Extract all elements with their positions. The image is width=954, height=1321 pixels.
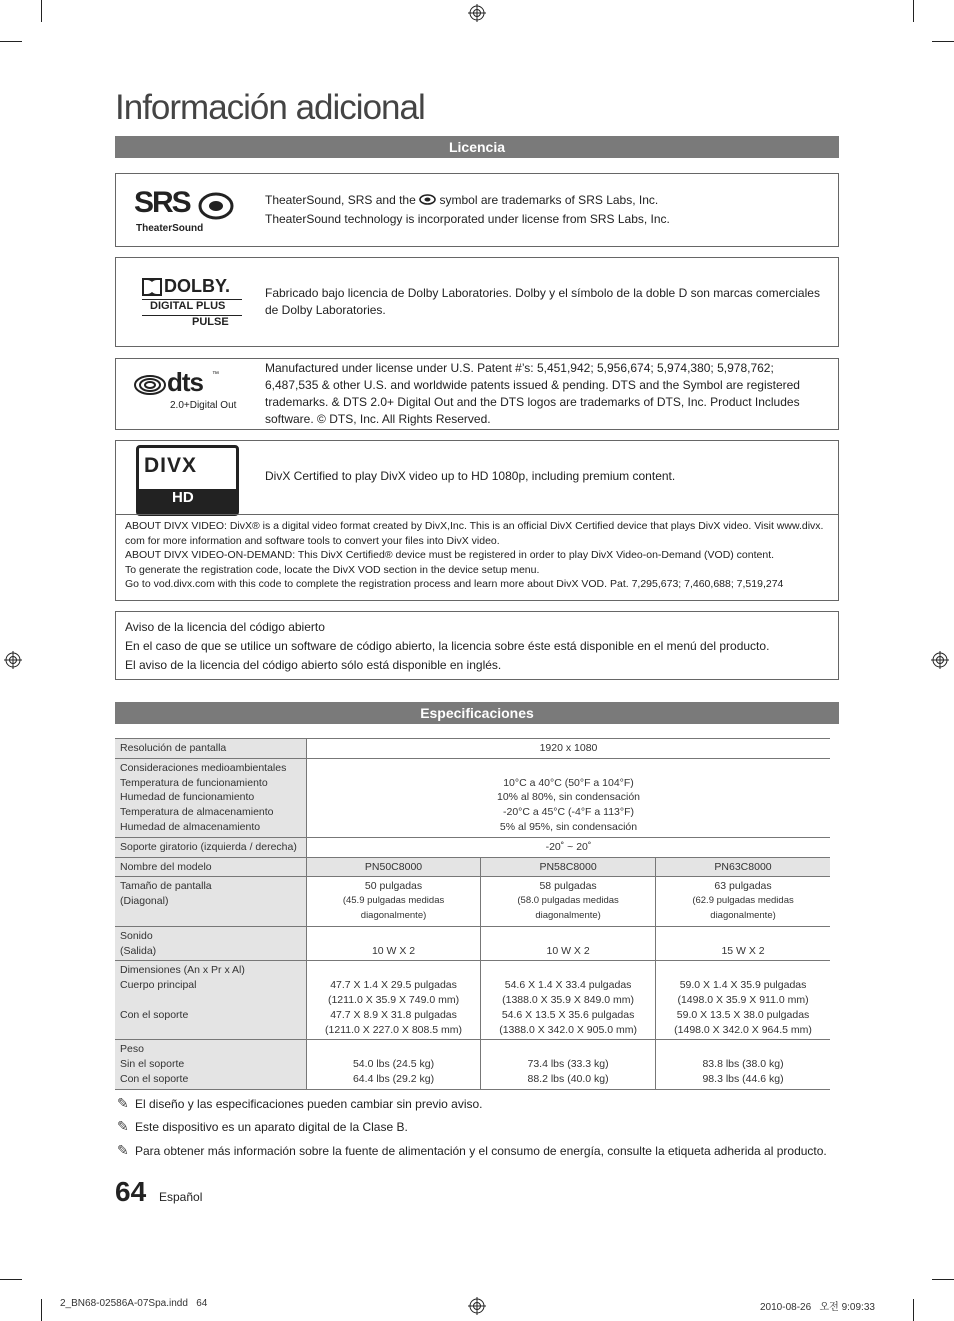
spec-value: 59.0 X 13.5 X 38.0 pulgadas: [676, 1008, 810, 1021]
spec-label: Consideraciones medioambientales: [120, 761, 287, 774]
spec-value: (45.9 pulgadas medidas: [342, 895, 445, 907]
divx-about-line: com for more information and software tools to convert your files into DivX video.: [125, 534, 500, 547]
spec-label: Con el soporte: [120, 1072, 189, 1085]
note-item: [117, 1142, 827, 1159]
spec-value: 10 W X 2: [481, 926, 656, 961]
divx-license-box: [115, 440, 839, 601]
registration-mark-icon: [468, 4, 486, 22]
spec-label: Tamaño de pantalla: [120, 880, 212, 893]
spec-label: Temperatura de funcionamiento: [120, 776, 268, 789]
spec-value: (1388.0 X 342.0 X 905.0 mm): [499, 1023, 637, 1036]
table-row: [115, 926, 830, 961]
spec-value: (1498.0 X 35.9 X 911.0 mm): [677, 993, 809, 1006]
registration-mark-icon: [4, 651, 22, 669]
section-header-especificaciones: Especificaciones: [115, 702, 839, 724]
crop-mark: [932, 41, 954, 42]
spec-label: Dimensiones (An x Pr x Al): [120, 964, 245, 977]
open-source-heading: Aviso de la licencia del código abierto: [125, 620, 325, 634]
spec-value: 10 W X 2: [307, 926, 481, 961]
spec-label: Resolución de pantalla: [115, 739, 307, 759]
srs-license-box: [115, 173, 839, 247]
crop-mark: [913, 1299, 914, 1321]
crop-mark: [0, 41, 22, 42]
dts-swirl-icon: [134, 374, 166, 396]
open-source-notice-box: [115, 611, 839, 680]
divx-about-line: To generate the registration code, locate the DivX VOD section in the device setup menu.: [125, 563, 540, 576]
registration-mark-icon: [468, 1297, 486, 1315]
table-row: [115, 758, 830, 837]
spec-value: 50 pulgadas: [364, 880, 423, 893]
table-row: [115, 857, 830, 877]
spec-value: 59.0 X 1.4 X 35.9 pulgadas: [679, 979, 807, 992]
divx-logo-sub: HD: [172, 489, 194, 506]
spec-value: (1211.0 X 35.9 X 749.0 mm): [327, 993, 460, 1006]
spec-value: 58 pulgadas: [539, 880, 597, 893]
note-text: El diseño y las especificaciones pueden cambiar sin previo aviso.: [135, 1097, 483, 1111]
model-name: PN58C8000: [481, 857, 656, 877]
footer-file-name: 2_BN68-02586A-07Spa.indd 64: [60, 1298, 208, 1309]
crop-mark: [0, 1279, 22, 1280]
dolby-logo-line3: PULSE: [192, 316, 229, 328]
crop-mark: [41, 0, 42, 22]
spec-label: Peso: [120, 1043, 144, 1056]
open-source-line: El aviso de la licencia del código abierto sólo está disponible en inglés.: [125, 658, 502, 672]
spec-value: 47.7 X 1.4 X 29.5 pulgadas: [330, 979, 457, 992]
divx-about-line: ABOUT DIVX VIDEO: DivX® is a digital video format created by DivX,Inc. This is an official DivX Certified device that plays DivX video. Visit www.divx.: [125, 520, 824, 532]
spec-value: 54.6 X 1.4 X 33.4 pulgadas: [504, 979, 632, 992]
divx-about-line: ABOUT DIVX VIDEO-ON-DEMAND: This DivX Certified® device must be registered in order to play DivX Video-on-Demand (VOD) content.: [125, 549, 775, 561]
spec-value: (58.0 pulgadas medidas: [517, 895, 619, 907]
spec-value: -20˚ ~ 20˚: [307, 837, 831, 857]
crop-mark: [932, 1279, 954, 1280]
divx-logo-text: DIVX: [144, 454, 198, 477]
open-source-line: En el caso de que se utilice un software de código abierto, la licencia sobre éste está disponible en el menú del producto.: [125, 639, 770, 653]
model-name: PN50C8000: [307, 857, 481, 877]
specifications-table: [115, 738, 830, 1090]
note-item: [117, 1095, 483, 1112]
registration-mark-icon: [931, 651, 949, 669]
note-text: Este dispositivo es un aparato digital de la Clase B.: [135, 1120, 408, 1134]
spec-value: 15 W X 2: [656, 926, 830, 961]
page-language: Español: [159, 1190, 203, 1204]
dolby-license-box: [115, 257, 839, 347]
spec-label: Humedad de almacenamiento: [120, 820, 261, 833]
spec-label: (Salida): [120, 944, 157, 957]
spec-value: 10°C a 40°C (50°F a 104°F): [503, 776, 634, 789]
spec-value: (1498.0 X 342.0 X 964.5 mm): [674, 1023, 812, 1036]
spec-value: 83.8 lbs (38.0 kg): [702, 1058, 784, 1071]
table-row: [115, 877, 830, 926]
pencil-note-icon: ✎: [117, 1142, 129, 1158]
spec-value: 5% al 95%, sin condensación: [499, 820, 638, 833]
srs-text-part-b: symbol are trademarks of SRS Labs, Inc.: [439, 193, 659, 207]
spec-label: Humedad de funcionamiento: [120, 791, 255, 804]
crop-mark: [41, 1299, 42, 1321]
spec-label: (Diagonal): [120, 895, 169, 908]
spec-label: Cuerpo principal: [120, 979, 197, 992]
page-title: Información adicional: [115, 88, 425, 127]
spec-value: 98.3 lbs (44.6 kg): [702, 1072, 784, 1085]
footer-date: 2010-08-26 오전 9:09:33: [760, 1302, 875, 1313]
dolby-text: Fabricado bajo licencia de Dolby Laboratories. Dolby y el símbolo de la doble D son marcas comerciales de Dolby Laboratories.: [265, 286, 820, 317]
pencil-note-icon: ✎: [117, 1118, 129, 1134]
dts-logo-text: dts: [167, 367, 203, 397]
table-row: [115, 837, 830, 857]
spec-value: 64.4 lbs (29.2 kg): [352, 1072, 435, 1085]
spec-value: diagonalmente): [535, 909, 601, 921]
srs-text-line2: TheaterSound technology is incorporated under license from SRS Labs, Inc.: [265, 212, 670, 226]
page-number: 64: [115, 1176, 147, 1207]
srs-symbol-icon: [419, 194, 436, 205]
srs-text-part-a: TheaterSound, SRS and the: [265, 193, 416, 207]
crop-mark: [913, 0, 914, 22]
spec-value: (62.9 pulgadas medidas: [692, 895, 794, 907]
spec-label: Sin el soporte: [120, 1058, 185, 1071]
spec-label: Nombre del modelo: [115, 857, 307, 877]
spec-value: 54.0 lbs (24.5 kg): [352, 1058, 435, 1071]
spec-label: Con el soporte: [120, 1008, 189, 1021]
spec-label: Temperatura de almacenamiento: [120, 806, 274, 819]
dts-logo-tm: ™: [212, 371, 219, 378]
dolby-logo-line2: DIGITAL PLUS: [150, 300, 226, 312]
spec-value: 88.2 lbs (40.0 kg): [527, 1072, 609, 1085]
srs-logo-text: SRS: [134, 186, 190, 219]
spec-value: -20°C a 45°C (-4°F a 113°F): [503, 806, 634, 819]
section-header-licencia: Licencia: [115, 136, 839, 158]
table-row: [115, 739, 830, 759]
dts-logo-sub: 2.0+Digital Out: [170, 400, 237, 411]
table-row: [115, 961, 830, 1040]
spec-value: 54.6 X 13.5 X 35.6 pulgadas: [501, 1008, 635, 1021]
dolby-logo-text: DOLBY.: [164, 276, 231, 296]
note-text: Para obtener más información sobre la fuente de alimentación y el consumo de energía, consulte la etiqueta adherida al producto.: [135, 1144, 827, 1158]
srs-logo-subtext: TheaterSound: [136, 223, 204, 234]
divx-logo: [136, 445, 239, 516]
srs-circle-icon: [198, 192, 234, 220]
table-row: [115, 1040, 830, 1089]
spec-value: 10% al 80%, sin condensación: [496, 791, 640, 804]
dts-text: Manufactured under license under U.S. Patent #’s: 5,451,942; 5,956,674; 5,974,380; 5,978,762; 6,487,535 & other U.S. and worldwide patents issued & pending. DTS and the Symbol are registered trademarks. & DTS 2.0+ Digital Out and the DTS logos are trademarks of DTS, Inc. Product Includes software. © DTS, Inc. All Rights Reserved.: [265, 361, 800, 426]
spec-value: 73.4 lbs (33.3 kg): [527, 1058, 609, 1071]
divx-text: DivX Certified to play DivX video up to HD 1080p, including premium content.: [265, 469, 676, 483]
spec-value: diagonalmente): [360, 909, 427, 921]
spec-value: 47.7 X 8.9 X 31.8 pulgadas: [330, 1008, 457, 1021]
pencil-note-icon: ✎: [117, 1095, 129, 1111]
dolby-double-d-icon: [142, 278, 162, 296]
srs-logo: [134, 186, 239, 235]
spec-value: 63 pulgadas: [714, 880, 772, 893]
spec-label: Soporte giratorio (izquierda / derecha): [115, 837, 307, 857]
dts-license-box: [115, 358, 839, 430]
dolby-logo: [142, 276, 244, 330]
spec-value: 1920 x 1080: [307, 739, 831, 759]
spec-label: Sonido: [120, 929, 153, 942]
spec-value: (1211.0 X 227.0 X 808.5 mm): [325, 1023, 463, 1036]
model-name: PN63C8000: [656, 857, 830, 877]
note-item: [117, 1118, 408, 1135]
dts-logo: [134, 367, 244, 415]
divx-about-line: Go to vod.divx.com with this code to complete the registration process and learn more about DivX VOD. Pat. 7,295,673; 7,460,688; 7,519,274: [125, 578, 784, 590]
spec-value: diagonalmente): [710, 909, 776, 921]
spec-value: (1388.0 X 35.9 X 849.0 mm): [502, 993, 635, 1006]
